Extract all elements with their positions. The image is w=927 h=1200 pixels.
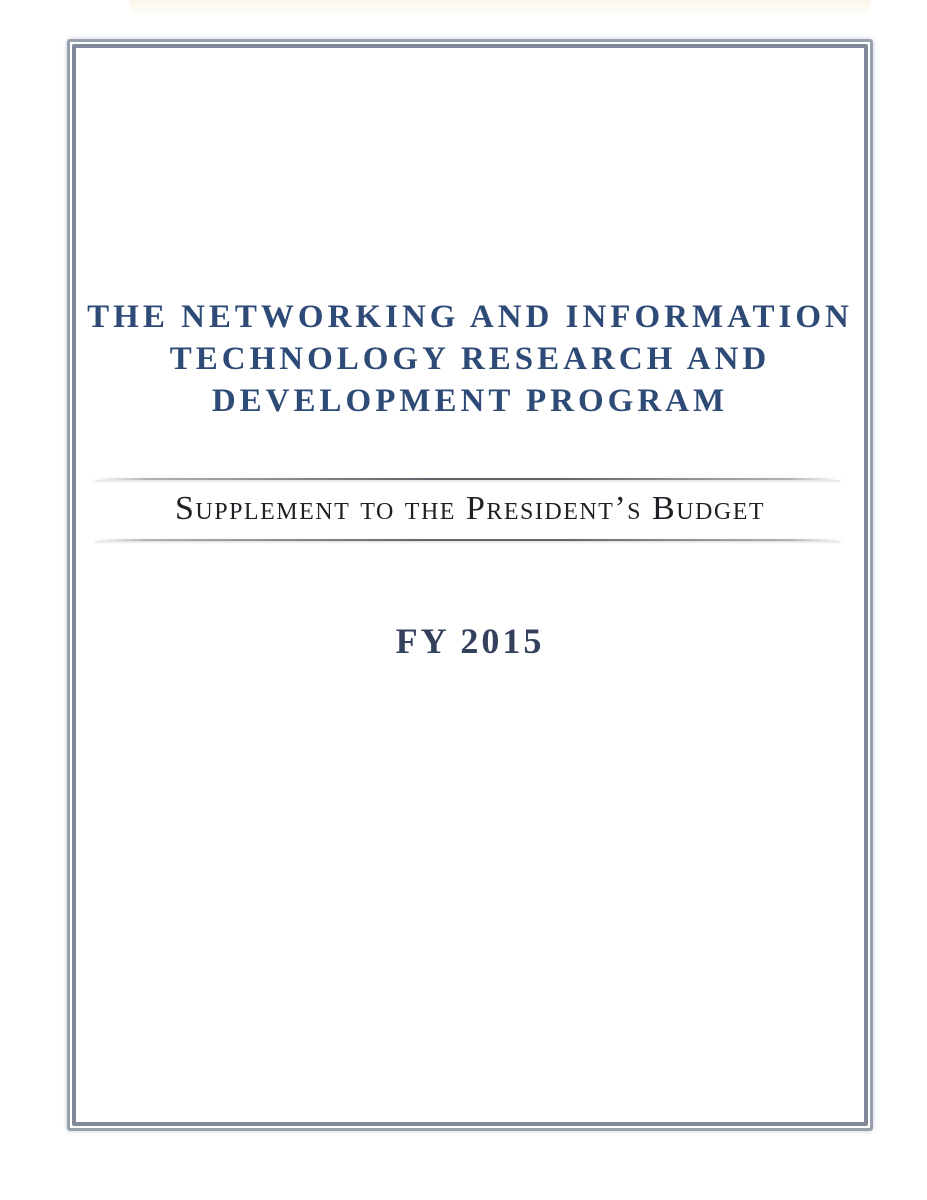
cover-title-line-1: THE NETWORKING AND INFORMATION (87, 299, 853, 336)
fiscal-year: FY 2015 (395, 621, 545, 661)
cover-title (67, 296, 873, 422)
divider-bottom (95, 539, 840, 541)
scan-tint-artifact (130, 0, 870, 18)
cover-border-frame-inner (72, 44, 868, 1126)
cover-title-line-3: DEVELOPMENT PROGRAM (211, 383, 729, 420)
divider-top (95, 478, 840, 480)
cover-title-line-2: TECHNOLOGY RESEARCH AND (169, 341, 771, 378)
cover-border-frame (67, 39, 873, 1131)
cover-subtitle: Supplement to the President’s Budget (174, 490, 766, 527)
